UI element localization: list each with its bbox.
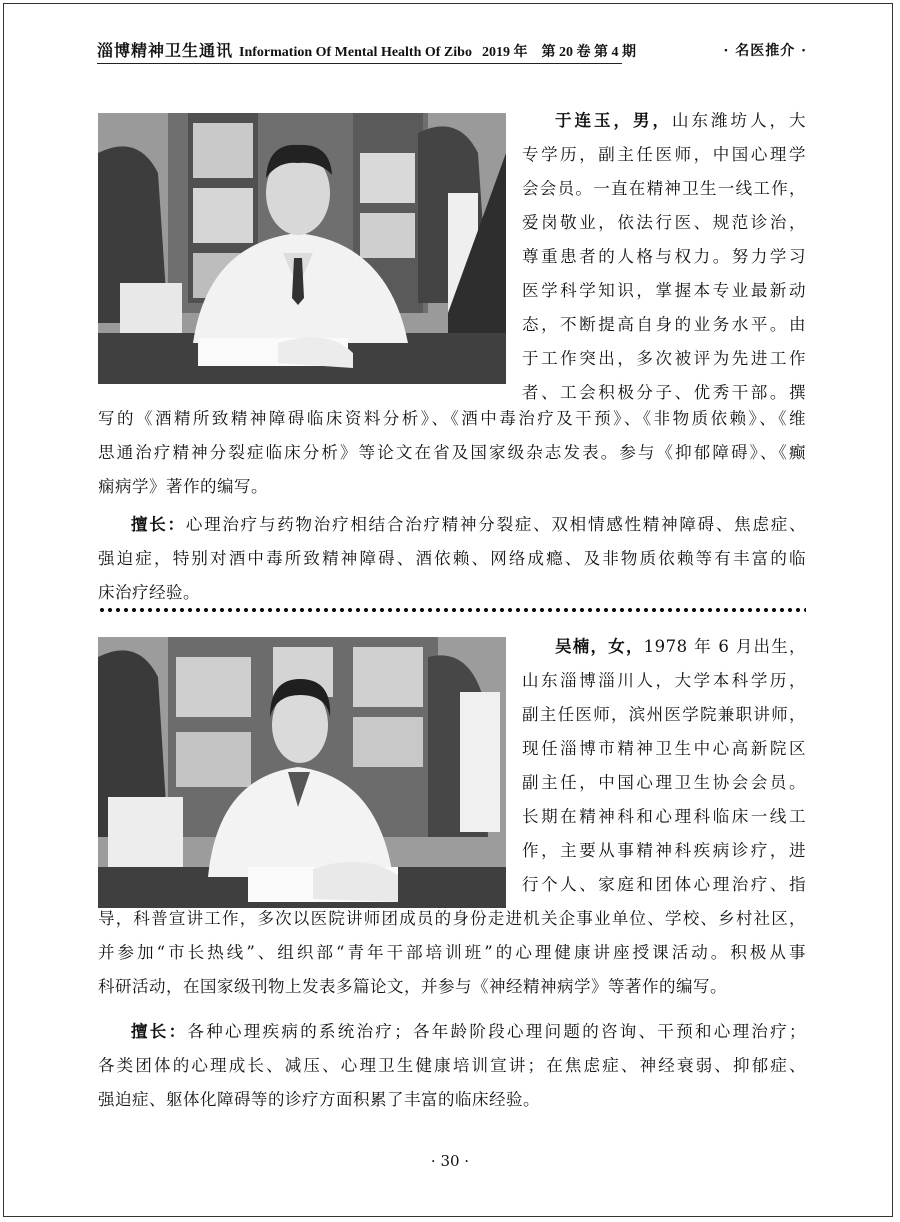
doctor-2-intro: 吴楠，女，1978 年 6 月出生， 山东淄博淄川人，大学本科学历， 副主任医师，滨州医学院兼职讲师， 现任淄博市精神卫生中心高新院区 副主任，中国心理卫生协会会员。 长期在精神科和心理科临床一线工 作，主要从事精神科疾病诊疗，进 行个人、家庭和团体心理治疗、指 [522, 630, 806, 902]
doctor-2-bio-line: 1978 年 6 月出生， [643, 637, 807, 656]
doctor-2-specialty-label: 擅长： [131, 1022, 188, 1041]
section-divider [98, 607, 806, 613]
doctor-1-specialty-label: 擅长： [131, 515, 186, 534]
issue-info: 2019 年 第 20 卷 第 4 期 [481, 45, 636, 60]
doctor-1-specialty-line: 床治疗经验。 [98, 583, 200, 602]
doctor-1-bio-line: 爱岗敬业，依法行医、规范诊治， [522, 213, 806, 232]
doctor-2-bio-line: 作，主要从事精神科疾病诊疗，进 [522, 841, 806, 860]
journal-title-en: Information Of Mental Health Of Zibo [239, 45, 472, 60]
column-name: · 名医推介 · [723, 43, 807, 59]
doctor-2-bio-line: 长期在精神科和心理科临床一线工 [522, 807, 806, 826]
doctor-2-bio-continued [98, 902, 806, 1004]
doctor-2-bio-line: 副主任，中国心理卫生协会会员。 [522, 773, 806, 792]
doctor-2-specialty-line: 强迫症、躯体化障碍等的诊疗方面积累了丰富的临床经验。 [98, 1090, 540, 1109]
doctor-2-bio-line: 副主任医师，滨州医学院兼职讲师， [522, 705, 806, 724]
doctor-1-name: 于连玉 [555, 111, 614, 130]
doctor-1-gender: 男 [633, 111, 653, 130]
doctor-2-bio-line: 山东淄博淄川人，大学本科学历， [522, 671, 806, 690]
doctor-1-bio-line: 尊重患者的人格与权力。努力学习 [522, 247, 806, 266]
doctor-2-bio-line: 并参加“市长热线”、组织部“青年干部培训班”的心理健康讲座授课活动。积极从事 [98, 943, 806, 962]
doctor-1-bio-line: 态，不断提高自身的业务水平。由 [522, 315, 806, 334]
journal-title-cn: 淄博精神卫生通讯 [97, 41, 234, 60]
doctor-2-specialty-line: 各种心理疾病的系统治疗；各年龄阶段心理问题的咨询、干预和心理治疗； [187, 1022, 807, 1041]
doctor-2-specialty [98, 1015, 806, 1117]
doctor-2-specialty-line: 各类团体的心理成长、减压、心理卫生健康培训宣讲；在焦虑症、神经衰弱、抑郁症、 [98, 1056, 806, 1075]
doctor-1-specialty [98, 508, 806, 610]
doctor-2-bio-line: 现任淄博市精神卫生中心高新院区 [522, 739, 806, 758]
doctor-2-gender: 女 [608, 637, 626, 656]
doctor-1-bio-line: 思通治疗精神分裂症临床分析》等论文在省及国家级杂志发表。参与《抑郁障碍》、《癫 [98, 443, 806, 462]
header-rule [97, 63, 622, 64]
header-left [97, 38, 636, 61]
doctor-1-bio-line: 痫病学》著作的编写。 [98, 477, 268, 496]
doctor-1-bio-continued [98, 402, 806, 504]
running-header [97, 38, 807, 66]
doctor-2-bio-line: 行个人、家庭和团体心理治疗、指 [522, 875, 806, 894]
doctor-photo-2 [98, 637, 506, 908]
doctor-1-bio-line: 者、工会积极分子、优秀干部。撰 [522, 383, 806, 402]
doctor-1-bio-line: 山东潍坊人，大 [672, 111, 806, 130]
doctor-2-bio-line: 科研活动，在国家级刊物上发表多篇论文，并参与《神经精神病学》等著作的编写。 [98, 977, 727, 996]
doctor-photo-1 [98, 113, 506, 384]
doctor-portrait-man-image [98, 113, 506, 384]
doctor-1-bio-line: 专学历，副主任医师，中国心理学 [522, 145, 806, 164]
doctor-1-bio-line: 会会员。一直在精神卫生一线工作， [522, 179, 806, 198]
doctor-1-bio-line: 医学科学知识，掌握本专业最新动 [522, 281, 806, 300]
doctor-1-intro: 于连玉，男，山东潍坊人，大 专学历，副主任医师，中国心理学 会会员。一直在精神卫生一线工作， 爱岗敬业，依法行医、规范诊治， 尊重患者的人格与权力。努力学习 医学科学知识，掌握本专业最新动 态，不断提高自身的业务水平。由 于工作突出，多次被评为先进工作 者、工会积极分子、优秀干部。撰 [522, 104, 806, 410]
doctor-portrait-woman-image [98, 637, 506, 908]
page-number: · 30 · [430, 1152, 470, 1170]
doctor-1-specialty-line: 强迫症，特别对酒中毒所致精神障碍、酒依赖、网络成瘾、及非物质依赖等有丰富的临 [98, 549, 806, 568]
doctor-1-bio-line: 写的《酒精所致精神障碍临床资料分析》、《酒中毒治疗及干预》、《非物质依赖》、《维 [98, 409, 806, 428]
doctor-1-specialty-line: 心理治疗与药物治疗相结合治疗精神分裂症、双相情感性精神障碍、焦虑症、 [185, 515, 807, 534]
doctor-1-bio-line: 于工作突出，多次被评为先进工作 [522, 349, 806, 368]
doctor-2-bio-line: 导，科普宣讲工作，多次以医院讲师团成员的身份走进机关企事业单位、学校、乡村社区， [98, 909, 806, 928]
doctor-2-name: 吴楠 [555, 637, 591, 656]
